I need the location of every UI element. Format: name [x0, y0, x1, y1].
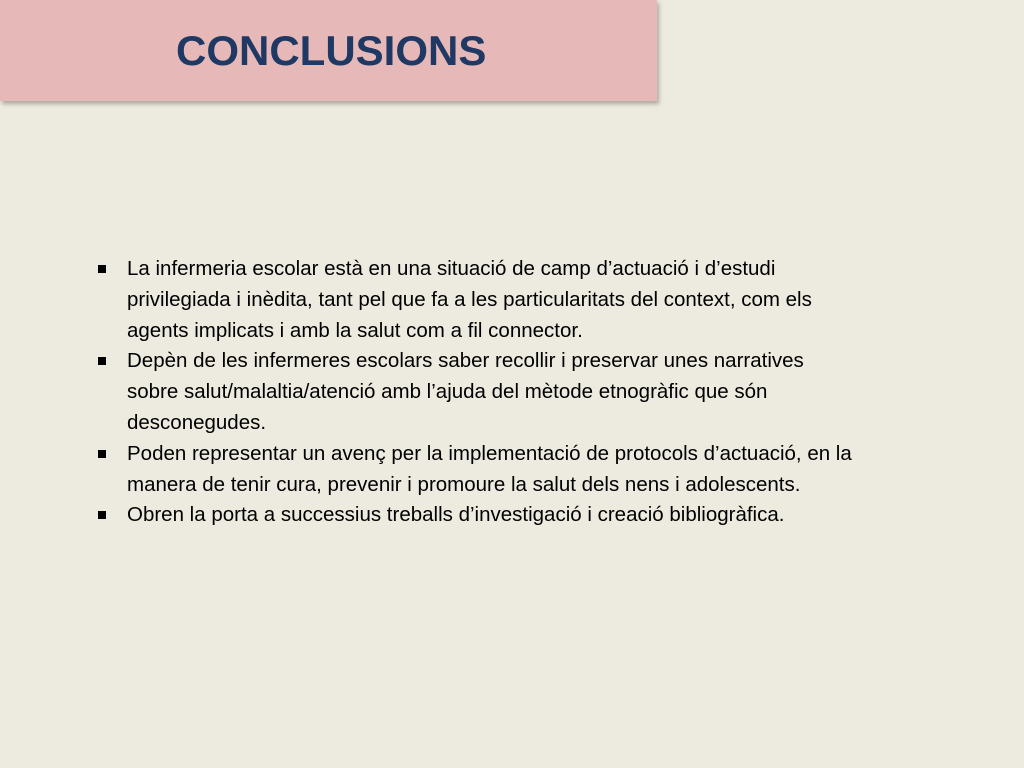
bullet-item: [96, 346, 856, 438]
square-bullet-icon: [98, 450, 106, 458]
bullet-item: [96, 500, 856, 531]
square-bullet-icon: [98, 357, 106, 365]
bullet-item: [96, 254, 856, 346]
slide-title: CONCLUSIONS: [176, 27, 487, 74]
title-banner: [0, 0, 657, 101]
square-bullet-icon: [98, 511, 106, 519]
bullet-text: Depèn de les infermeres escolars saber recollir i preservar unes narratives sobre salut/malaltia/atenció amb l’ajuda del mètode etnogràfic que són desconegudes.: [127, 349, 804, 434]
square-bullet-icon: [98, 265, 106, 273]
bullet-text: Obren la porta a successius treballs d’investigació i creació bibliogràfica.: [127, 503, 785, 527]
bullet-item: [96, 439, 856, 501]
bullet-list: [96, 254, 856, 531]
bullet-text: La infermeria escolar està en una situació de camp d’actuació i d’estudi privilegiada i inèdita, tant pel que fa a les particularitats del context, com els agents implicats i amb la salut com a fil connector.: [127, 257, 812, 342]
bullet-text: Poden representar un avenç per la implementació de protocols d’actuació, en la manera de tenir cura, prevenir i promoure la salut dels nens i adolescents.: [127, 441, 852, 496]
